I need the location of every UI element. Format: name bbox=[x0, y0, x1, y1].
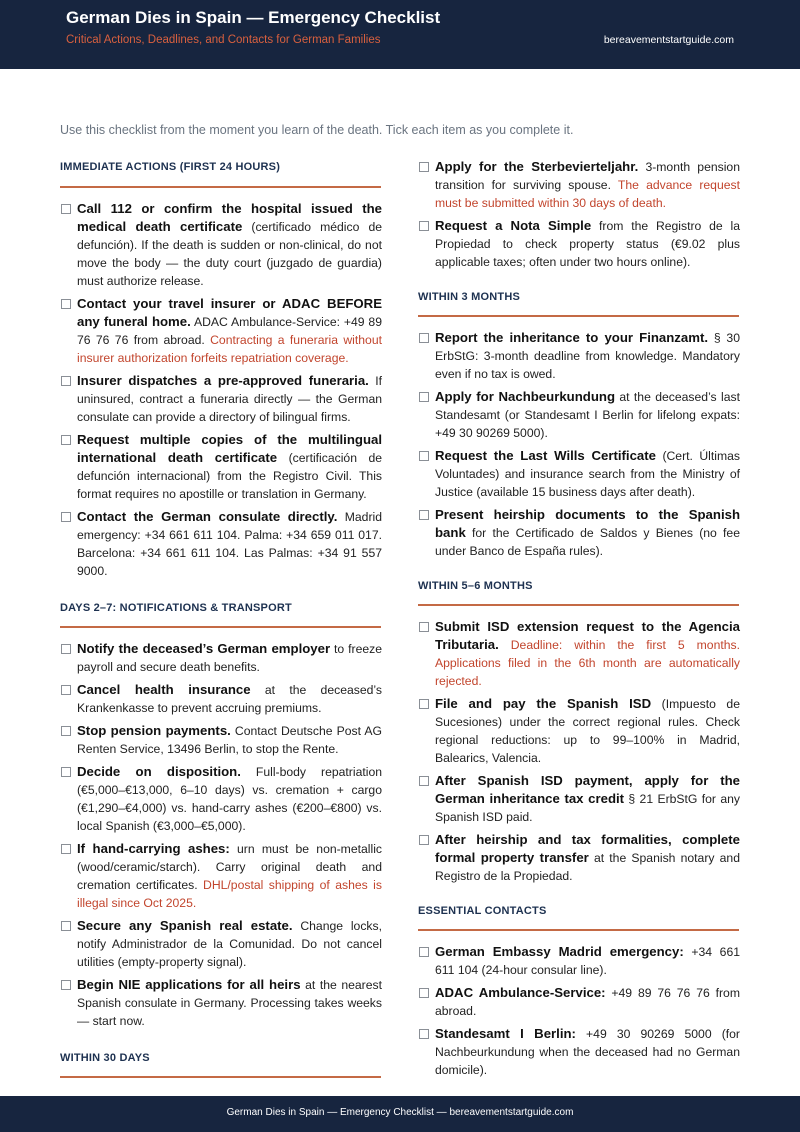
item-lead: Standesamt I Berlin: bbox=[435, 1026, 576, 1041]
checklist-item bbox=[60, 295, 382, 367]
item-lead: Submit ISD extension request to the Agencia Tributaria. bbox=[435, 619, 740, 652]
checkbox[interactable] bbox=[61, 376, 71, 386]
checkbox[interactable] bbox=[61, 921, 71, 931]
checkbox[interactable] bbox=[61, 767, 71, 777]
checkbox[interactable] bbox=[419, 333, 429, 343]
checkbox[interactable] bbox=[419, 947, 429, 957]
checklist-item bbox=[418, 506, 740, 560]
item-lead: Notify the deceased’s German employer bbox=[77, 641, 331, 656]
page-footer bbox=[0, 1096, 800, 1132]
item-warning: Deadline: within the first 5 months. Applications filed in the 6th month are automatically rejected. bbox=[435, 638, 740, 688]
item-body: from the Registro de la Propiedad to check property status (€9.02 plus applicable taxes; often under two hours online). bbox=[435, 219, 740, 269]
section-divider bbox=[418, 929, 739, 931]
item-lead: Begin NIE applications for all heirs bbox=[77, 977, 301, 992]
item-lead: Request multiple copies of the multilingual international death certificate bbox=[77, 432, 382, 465]
item-body: to freeze payroll and secure death benefits. bbox=[77, 642, 382, 674]
checkbox[interactable] bbox=[61, 726, 71, 736]
item-body: urn must be non-metallic (wood/ceramic/starch). Carry original death and cremation certificates. bbox=[77, 842, 382, 892]
section-title-days: DAYS 2–7: NOTIFICATIONS & TRANSPORT bbox=[60, 602, 292, 614]
item-body: Madrid emergency: +34 661 611 104. Palma: +34 659 011 017. Barcelona: +34 661 611 104. Las Palmas: +34 91 557 9000. bbox=[77, 510, 382, 578]
checkbox[interactable] bbox=[419, 776, 429, 786]
footer-text: German Dies in Spain — Emergency Checklist — bereavementstartguide.com bbox=[226, 1107, 574, 1118]
checkbox[interactable] bbox=[419, 988, 429, 998]
section-title-three: WITHIN 3 MONTHS bbox=[418, 291, 520, 303]
checklist-item bbox=[418, 158, 740, 212]
item-lead: German Embassy Madrid emergency: bbox=[435, 944, 684, 959]
item-lead: Report the inheritance to your Finanzamt. bbox=[435, 330, 709, 345]
item-body: for the Certificado de Saldos y Bienes (no fee under Banco de España rules). bbox=[435, 526, 740, 558]
checklist-item bbox=[60, 200, 382, 290]
checklist-item bbox=[418, 772, 740, 826]
checklist-item bbox=[60, 840, 382, 912]
right-column bbox=[418, 158, 740, 1084]
checkbox[interactable] bbox=[419, 835, 429, 845]
checkbox[interactable] bbox=[419, 1029, 429, 1039]
checkbox[interactable] bbox=[419, 622, 429, 632]
section-title-contacts: ESSENTIAL CONTACTS bbox=[418, 905, 547, 917]
checklist-item bbox=[60, 976, 382, 1030]
checklist-three bbox=[418, 329, 740, 560]
checklist-item bbox=[418, 943, 740, 979]
checklist-item bbox=[60, 722, 382, 758]
checklist-item bbox=[418, 388, 740, 442]
item-lead: File and pay the Spanish ISD bbox=[435, 696, 652, 711]
left-column bbox=[60, 158, 382, 1090]
checklist-item bbox=[60, 372, 382, 426]
section-divider bbox=[60, 1076, 381, 1078]
item-body: +49 89 76 76 76 from abroad. bbox=[435, 986, 740, 1018]
checkbox[interactable] bbox=[61, 685, 71, 695]
section-title-thirty: WITHIN 30 DAYS bbox=[60, 1052, 150, 1064]
checklist-item bbox=[418, 447, 740, 501]
section-divider bbox=[418, 315, 739, 317]
checklist-item bbox=[418, 217, 740, 271]
item-body: (Impuesto de Sucesiones) under the correct regional rules. Check regional reductions: up to 99–100% in Madrid, Balearics, Valencia. bbox=[435, 697, 740, 765]
item-lead: Request a Nota Simple bbox=[435, 218, 592, 233]
checkbox[interactable] bbox=[61, 980, 71, 990]
section-divider bbox=[60, 626, 381, 628]
item-body: 3-month pension transition for surviving spouse. bbox=[435, 160, 740, 192]
item-body: at the deceased’s last Standesamt (or Standesamt I Berlin for lifelong expats: +49 30 90269 5000). bbox=[435, 390, 740, 440]
checklist-item bbox=[418, 618, 740, 690]
checkbox[interactable] bbox=[419, 221, 429, 231]
page-subtitle: Critical Actions, Deadlines, and Contacts for German Families bbox=[66, 34, 381, 46]
item-lead: Contact the German consulate directly. bbox=[77, 509, 338, 524]
item-body: at the nearest Spanish consulate in Germany. Processing takes weeks — start now. bbox=[77, 978, 383, 1028]
checkbox[interactable] bbox=[61, 512, 71, 522]
section-title-five: WITHIN 5–6 MONTHS bbox=[418, 580, 533, 592]
page-header bbox=[0, 0, 800, 69]
checklist-item bbox=[60, 681, 382, 717]
checklist-item bbox=[418, 1025, 740, 1079]
item-body: Contact Deutsche Post AG Renten Service, 13496 Berlin, to stop the Rente. bbox=[77, 724, 382, 756]
checklist-days bbox=[60, 640, 382, 1030]
checkbox[interactable] bbox=[61, 844, 71, 854]
item-lead: Insurer dispatches a pre-approved funeraria. bbox=[77, 373, 369, 388]
item-lead: If hand-carrying ashes: bbox=[77, 841, 230, 856]
checkbox[interactable] bbox=[61, 204, 71, 214]
item-lead: Decide on disposition. bbox=[77, 764, 241, 779]
item-lead: Apply for the Sterbevierteljahr. bbox=[435, 159, 639, 174]
item-body: at the deceased’s Krankenkasse to prevent accruing premiums. bbox=[77, 683, 382, 715]
checkbox[interactable] bbox=[419, 392, 429, 402]
item-lead: Cancel health insurance bbox=[77, 682, 251, 697]
item-lead: Secure any Spanish real estate. bbox=[77, 918, 293, 933]
item-body: (certificado médico de defunción). If the death is sudden or non-clinical, do not move the body — the duty court (juzgado de guardia) must authorize release. bbox=[77, 220, 383, 288]
item-warning: DHL/postal shipping of ashes is illegal since Oct 2025. bbox=[77, 878, 382, 910]
checkbox[interactable] bbox=[419, 699, 429, 709]
checklist-item bbox=[418, 329, 740, 383]
checkbox[interactable] bbox=[61, 435, 71, 445]
checklist-five bbox=[418, 618, 740, 885]
item-body: +34 661 611 104 (24-hour consular line). bbox=[435, 945, 740, 977]
item-body: If uninsured, contract a funeraria directly — the German consulate can provide a directory of bilingual firms. bbox=[77, 374, 382, 424]
section-divider bbox=[60, 186, 381, 188]
item-lead: Request the Last Wills Certificate bbox=[435, 448, 656, 463]
item-body: Change locks, notify Administrador de la Comunidad. Do not cancel utilities (empty-property signal). bbox=[77, 919, 382, 969]
item-lead: After heirship and tax formalities, complete formal property transfer bbox=[435, 832, 740, 865]
item-body: § 30 ErbStG: 3-month deadline from knowledge. Mandatory even if no tax is owed. bbox=[435, 331, 740, 381]
checklist-item bbox=[418, 831, 740, 885]
item-body: ADAC Ambulance-Service: +49 89 76 76 76 from abroad. bbox=[77, 315, 382, 347]
item-body: at the Spanish notary and Registro de la Propiedad. bbox=[435, 851, 740, 883]
item-body: Full-body repatriation (€5,000–€13,000, 6–10 days) vs. cremation + cargo (€1,290–€4,000) vs. hand-carry ashes (€200–€800) vs. local Spanish (€3,000–€5,000). bbox=[77, 765, 382, 833]
item-body: +49 30 90269 5000 (for Nachbeurkundung when the deceased had no German domicile). bbox=[435, 1027, 740, 1077]
intro-text: Use this checklist from the moment you learn of the death. Tick each item as you complete it. bbox=[60, 123, 574, 137]
checklist-item bbox=[60, 763, 382, 835]
checkbox[interactable] bbox=[419, 510, 429, 520]
checklist-contacts bbox=[418, 943, 740, 1079]
checklist-item bbox=[60, 508, 382, 580]
item-body: § 21 ErbStG for any Spanish ISD paid. bbox=[435, 792, 740, 824]
section-divider bbox=[418, 604, 739, 606]
checklist-item bbox=[418, 984, 740, 1020]
checkbox[interactable] bbox=[419, 162, 429, 172]
item-lead: Contact your travel insurer or ADAC BEFORE any funeral home. bbox=[77, 296, 382, 329]
section-title-immediate: IMMEDIATE ACTIONS (FIRST 24 HOURS) bbox=[60, 161, 281, 173]
checklist-item bbox=[60, 431, 382, 503]
item-lead: Call 112 or confirm the hospital issued the medical death certificate bbox=[77, 201, 382, 234]
item-body: (certificación de defunción internacional) from the Registro Civil. This format requires no apostille or translation in Germany. bbox=[77, 451, 383, 501]
checklist-thirty bbox=[418, 158, 740, 271]
checklist-item bbox=[418, 695, 740, 767]
item-body bbox=[499, 638, 511, 652]
item-body: (Cert. Últimas Voluntades) and insurance search from the Ministry of Justice (available 15 business days after death). bbox=[435, 449, 740, 499]
item-lead: After Spanish ISD payment, apply for the German inheritance tax credit bbox=[435, 773, 740, 806]
checklist-item bbox=[60, 640, 382, 676]
checkbox[interactable] bbox=[61, 299, 71, 309]
checkbox[interactable] bbox=[419, 451, 429, 461]
item-warning: Contracting a funeraria without insurer authorization forfeits repatriation coverage. bbox=[77, 333, 382, 365]
item-lead: Present heirship documents to the Spanish bank bbox=[435, 507, 740, 540]
checklist-item bbox=[60, 917, 382, 971]
item-lead: Apply for Nachbeurkundung bbox=[435, 389, 615, 404]
item-lead: ADAC Ambulance-Service: bbox=[435, 985, 606, 1000]
checkbox[interactable] bbox=[61, 644, 71, 654]
item-lead: Stop pension payments. bbox=[77, 723, 231, 738]
item-warning: The advance request must be submitted within 30 days of death. bbox=[435, 178, 740, 210]
site-link[interactable]: bereavementstartguide.com bbox=[603, 34, 734, 46]
checklist-immediate bbox=[60, 200, 382, 580]
page-title: German Dies in Spain — Emergency Checklist bbox=[66, 8, 441, 27]
